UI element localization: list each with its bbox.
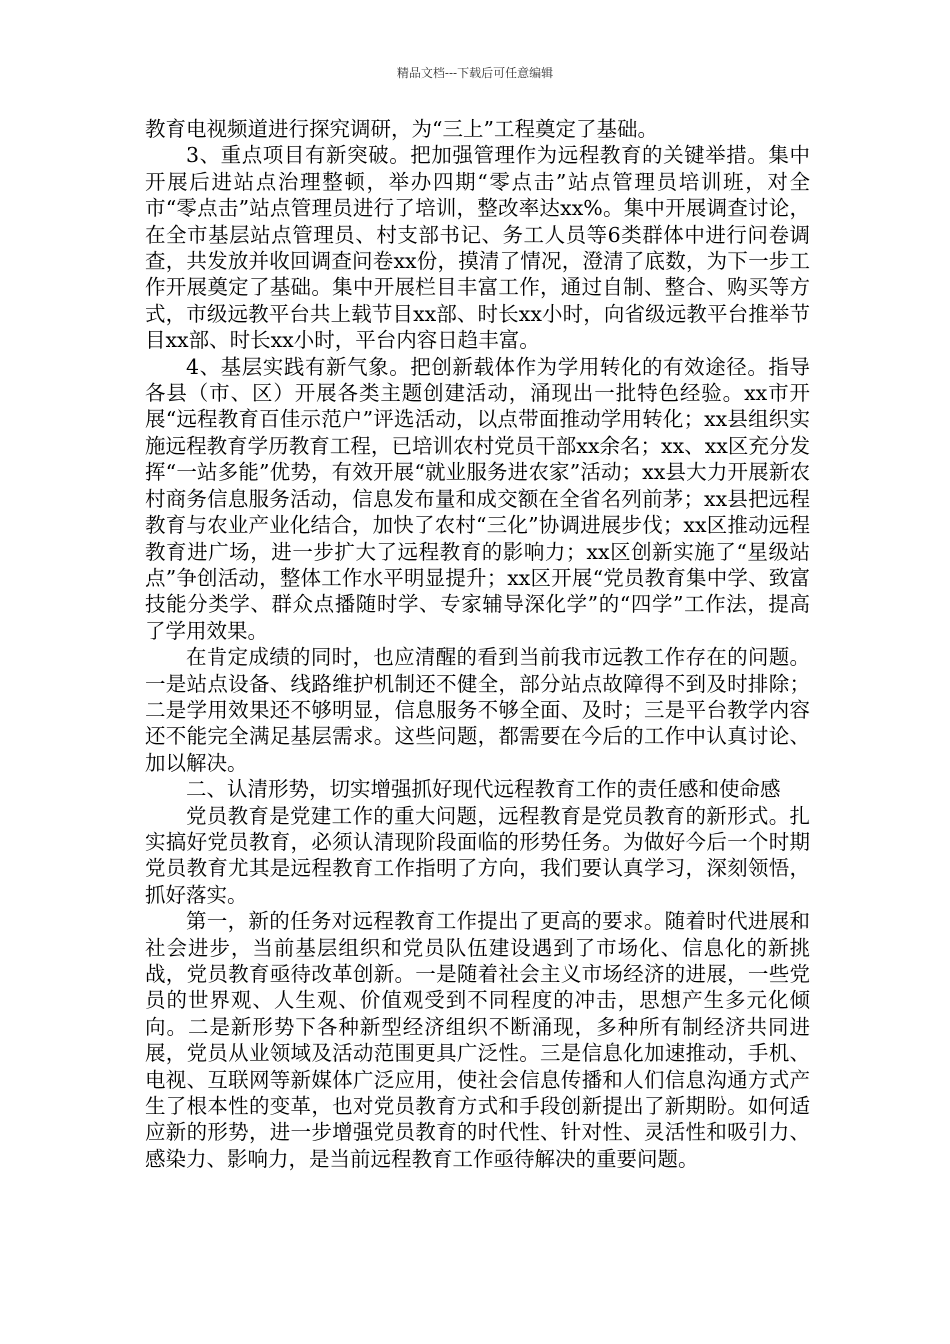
paragraph: 第一，新的任务对远程教育工作提出了更高的要求。随着时代进展和社会进步，当前基层组织和党员队伍建设遇到了市场化、信息化的新挑战，党员教育亟待改革创新。一是随着社会主义市场经济的进展，一些党员的世界观、人生观、价值观受到不同程度的冲击，思想产生多元化倾向。二是新形势下各种新型经济组织不断涌现，多种所有制经济共同进展，党员从业领域及活动范围更具广泛性。三是信息化加速推动，手机、电视、互联网等新媒体广泛应用，使社会信息传播和人们信息沟通方式产生了根本性的变革，也对党员教育方式和手段创新提出了新期盼。如何适应新的形势，进一步增强党员教育的时代性、针对性、灵活性和吸引力、感染力、影响力，是当前远程教育工作亟待解决的重要问题。 xyxy=(145,909,810,1171)
section-heading: 二、认清形势，切实增强抓好现代远程教育工作的责任感和使命感 xyxy=(186,777,781,802)
paragraph: 在肯定成绩的同时，也应清醒的看到当前我市远教工作存在的问题。一是站点设备、线路维护机制还不健全，部分站点故障得不到及时排除；二是学用效果还不够明显，信息服务不够全面、及时；三是平台教学内容还不能完全满足基层需求。这些问题，都需要在今后的工作中认真讨论、加以解决。 xyxy=(145,645,810,775)
paragraph: 党员教育是党建工作的重大问题，远程教育是党员教育的新形式。扎实搞好党员教育，必须认清现阶段面临的形势任务。为做好今后一个时期党员教育尤其是远程教育工作指明了方向，我们要认真学习，深刻领悟，抓好落实。 xyxy=(145,803,810,907)
paragraph: 教育电视频道进行探究调研，为“三上”工程奠定了基础。 xyxy=(145,117,658,141)
document-body xyxy=(145,116,810,1172)
page-header-watermark: 精品文档---下载后可任意编辑 xyxy=(396,66,554,80)
paragraph: 4、基层实践有新气象。把创新载体作为学用转化的有效途径。指导各县（市、区）开展各类主题创建活动，涌现出一批特色经验。xx市开展“远程教育百佳示范户”评选活动，以点带面推动学用转化；xx县组织实施远程教育学历教育工程，已培训农村党员干部xx余名；xx、xx区充分发挥“一站多能”优势，有效开展“就业服务进农家”活动；xx县大力开展新农村商务信息服务活动，信息发布量和成交额在全省名列前茅；xx县把远程教育与农业产业化结合，加快了农村“三化”协调进展步伐；xx区推动远程教育进广场，进一步扩大了远程教育的影响力；xx区创新实施了“星级站点”争创活动，整体工作水平明显提升；xx区开展“党员教育集中学、致富技能分类学、群众点播随时学、专家辅导深化学”的“四学”工作法，提高了学用效果。 xyxy=(145,354,810,643)
paragraph: 3、重点项目有新突破。把加强管理作为远程教育的关键举措。集中开展后进站点治理整顿，举办四期“零点击”站点管理员培训班，对全市“零点击”站点管理员进行了培训，整改率达xx%。集中开展调查讨论，在全市基层站点管理员、村支部书记、务工人员等6类群体中进行问卷调查，共发放并收回调查问卷xx份，摸清了情况，澄清了底数，为下一步工作开展奠定了基础。集中开展栏目丰富工作，通过自制、整合、购买等方式，市级远教平台共上载节目xx部、时长xx小时，向省级远教平台推举节目xx部、时长xx小时，平台内容日趋丰富。 xyxy=(145,143,810,353)
